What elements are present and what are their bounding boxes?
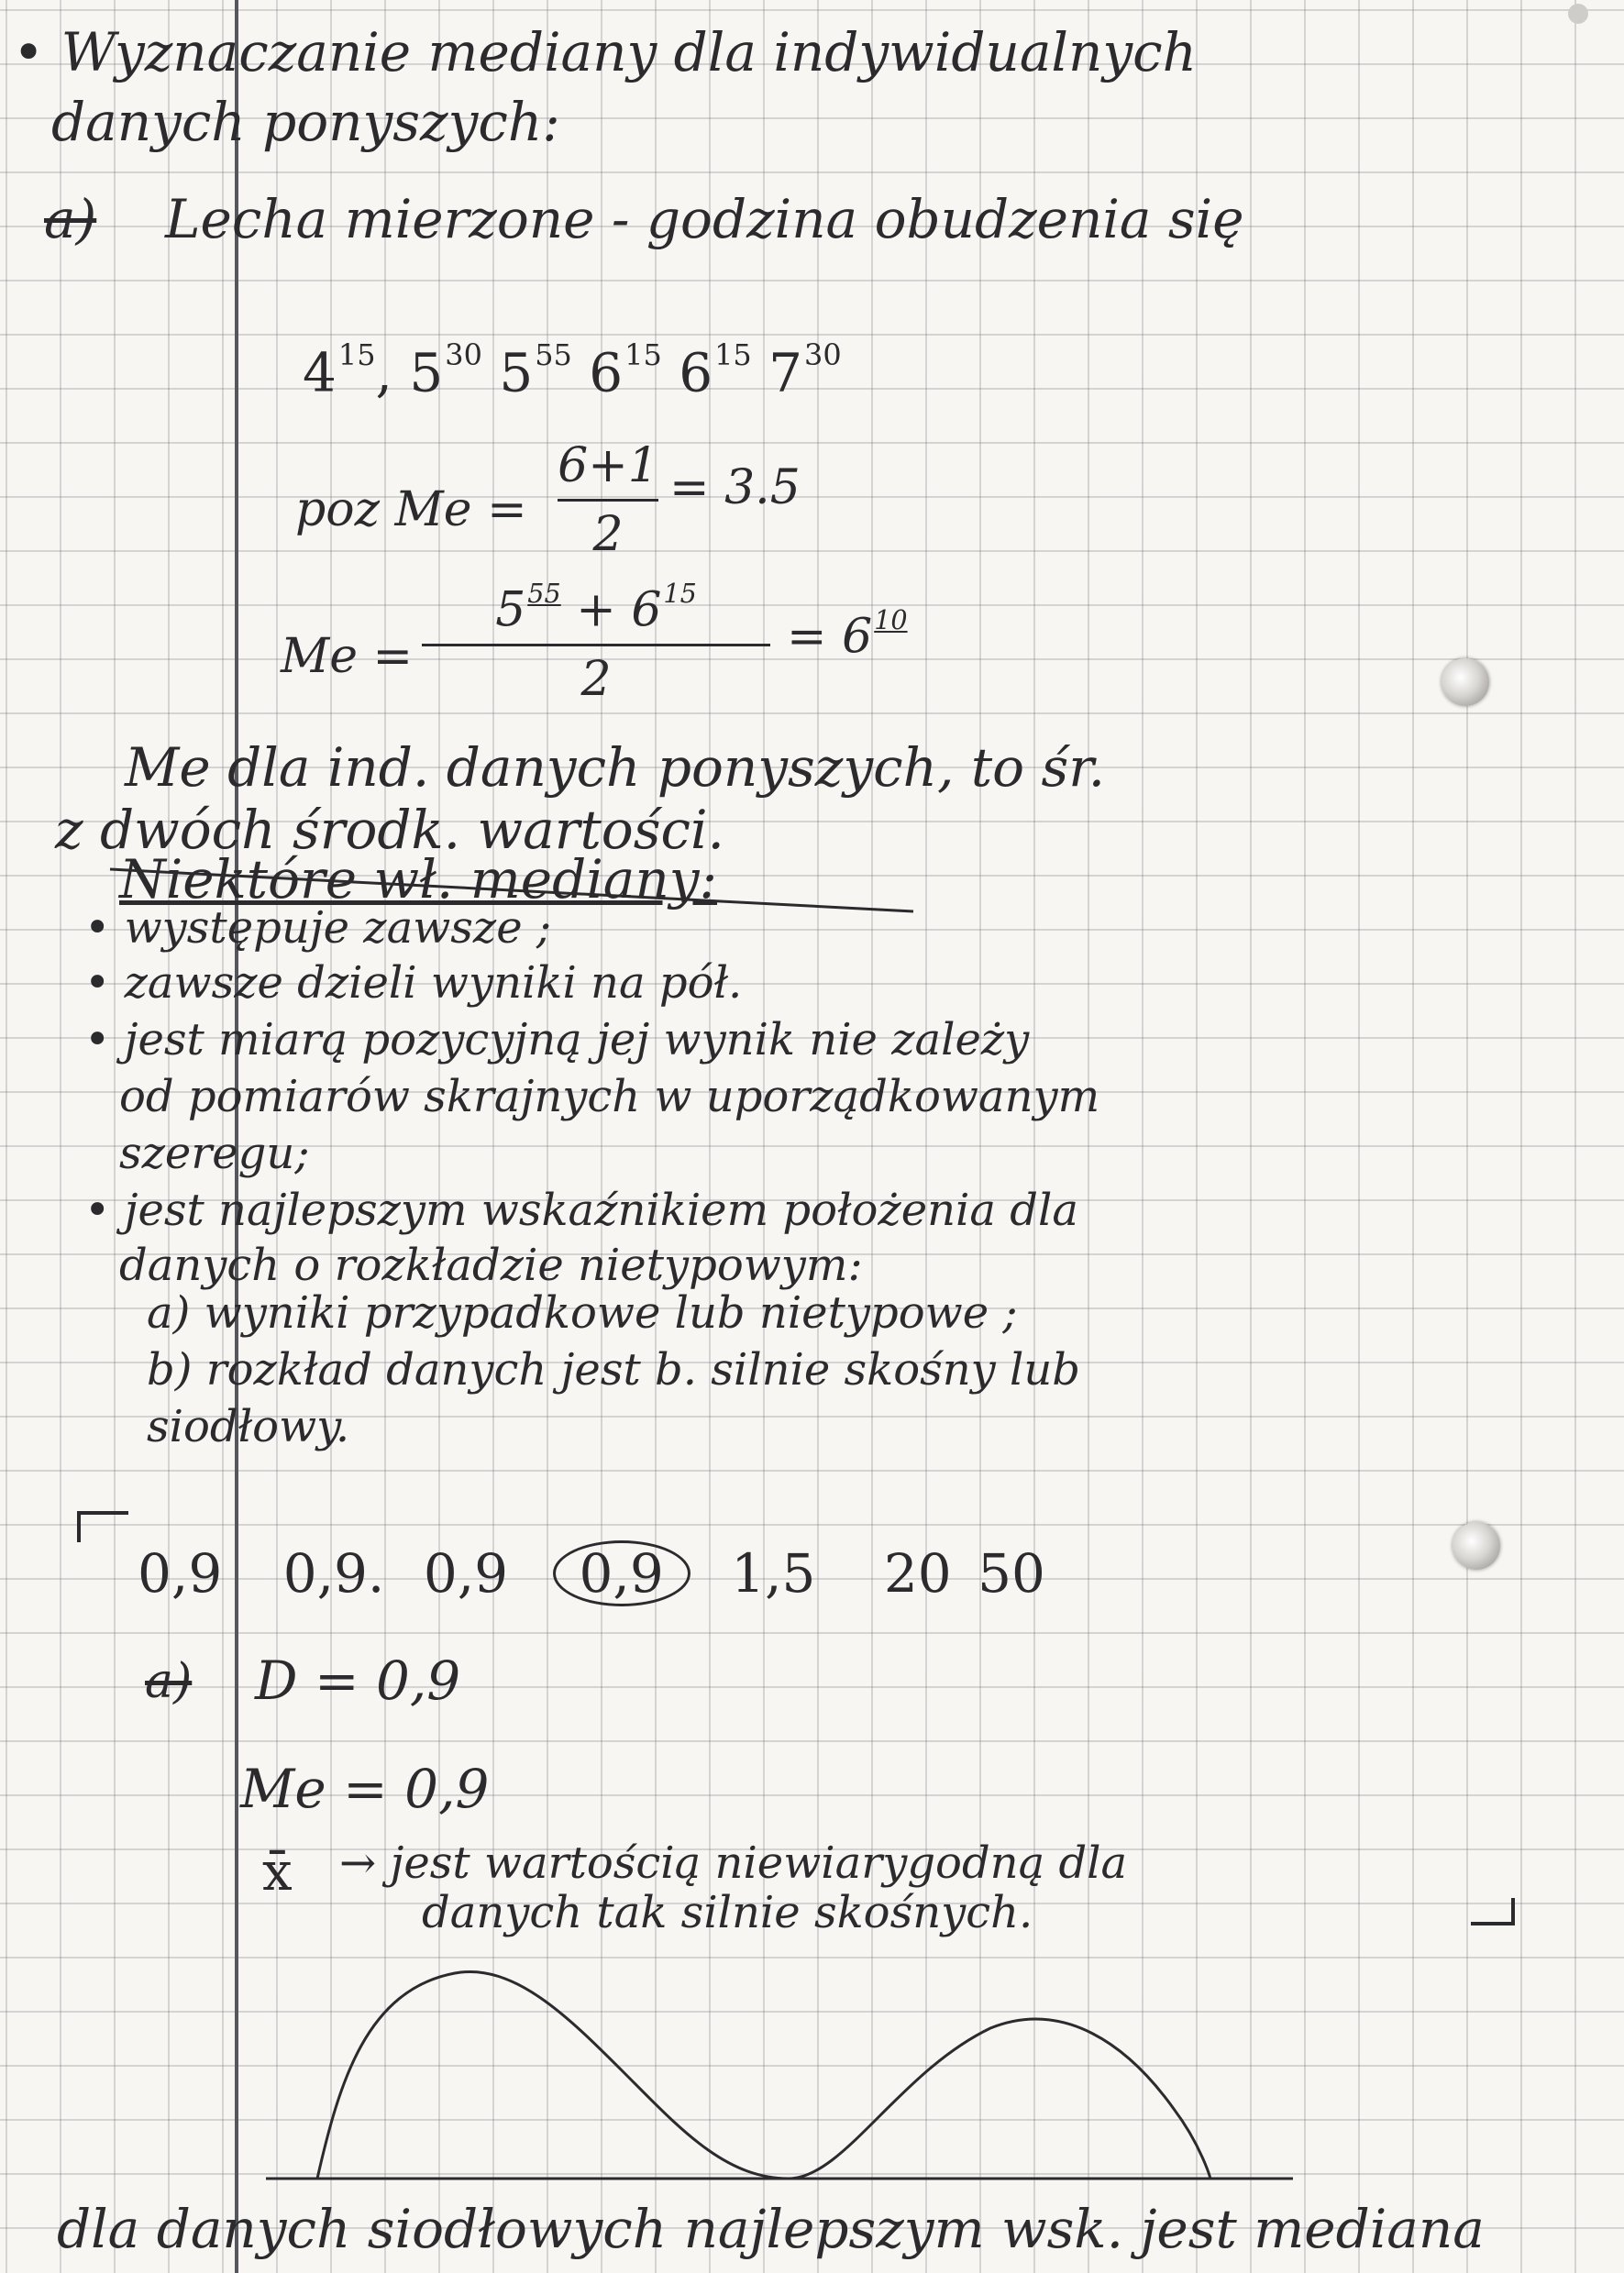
median-result: = $6^{10}$ <box>787 604 908 665</box>
position-numerator: 6+1 <box>558 438 658 493</box>
rule-line1: Me dla ind. danych ponyszych, to śr. <box>125 736 1106 799</box>
example-a-marker: a) <box>44 188 97 250</box>
title-line1: • Wyznaczanie mediany dla indywidualnych <box>13 21 1197 83</box>
value-item: 20 <box>883 1542 952 1605</box>
bimodal-curve <box>317 1971 1210 2179</box>
position-result: = 3.5 <box>669 460 801 515</box>
median-label: Me = <box>281 629 414 684</box>
note-line1: → jest wartością niewiarygodną dla <box>339 1837 1128 1889</box>
position-denominator: 2 <box>592 507 624 562</box>
property-item: • występuje zawsze ; <box>84 902 552 954</box>
property-item: danych o rozkładzie nietypowym: <box>119 1240 863 1291</box>
median-numerator: $5^{55} + 6^{15}$ <box>495 578 697 638</box>
properties-heading: Niektóre wł. mediany: <box>119 848 718 910</box>
property-item: od pomiarów skrajnych w uporządkowanym <box>119 1071 1100 1122</box>
value-item: 0,9. <box>282 1542 385 1605</box>
value-item: 50 <box>978 1542 1045 1605</box>
value-item: 1,5 <box>731 1542 816 1605</box>
times-list: $4^{15}$, $5^{30}$ $5^{55}$ $6^{15}$ $6^{15}$ $7^{30}$ <box>303 337 842 404</box>
d-marker: a) <box>145 1654 193 1709</box>
property-item: szeregu; <box>119 1128 310 1179</box>
property-item: • zawsze dzieli wyniki na pół. <box>84 957 743 1009</box>
mean-symbol: x̄ <box>262 1840 293 1903</box>
rule-line2: z dwóch środk. wartości. <box>55 799 724 861</box>
median-denominator: 2 <box>580 651 612 707</box>
property-item: • jest miarą pozycyjną jej wynik nie zależy <box>84 1014 1030 1065</box>
property-item: b) rozkład danych jest b. silnie skośny lub <box>147 1344 1081 1396</box>
footer-text: dla danych siodłowych najlepszym wsk. jest mediana <box>57 2198 1485 2260</box>
property-item: • jest najlepszym wskaźnikiem położenia dla <box>84 1185 1078 1236</box>
value-item: 0,9 <box>138 1542 223 1605</box>
d-value: D = 0,9 <box>255 1650 461 1712</box>
example-a-text: Lecha mierzone - godzina obudzenia się <box>165 188 1244 250</box>
title-line2: danych ponyszych: <box>51 91 560 153</box>
me-value: Me = 0,9 <box>240 1758 490 1820</box>
corner-bracket-bottom <box>1471 1898 1513 1924</box>
corner-bracket-top <box>79 1513 128 1542</box>
property-item: a) wyniki przypadkowe lub nietypowe ; <box>147 1287 1018 1339</box>
value-item-circled: 0,9 <box>553 1540 690 1606</box>
note-line2: danych tak silnie skośnych. <box>422 1887 1033 1938</box>
value-item: 0,9 <box>423 1542 509 1605</box>
property-item: siodłowy. <box>147 1401 350 1452</box>
position-label: poz Me = <box>295 482 527 537</box>
heading-underline <box>110 869 913 911</box>
